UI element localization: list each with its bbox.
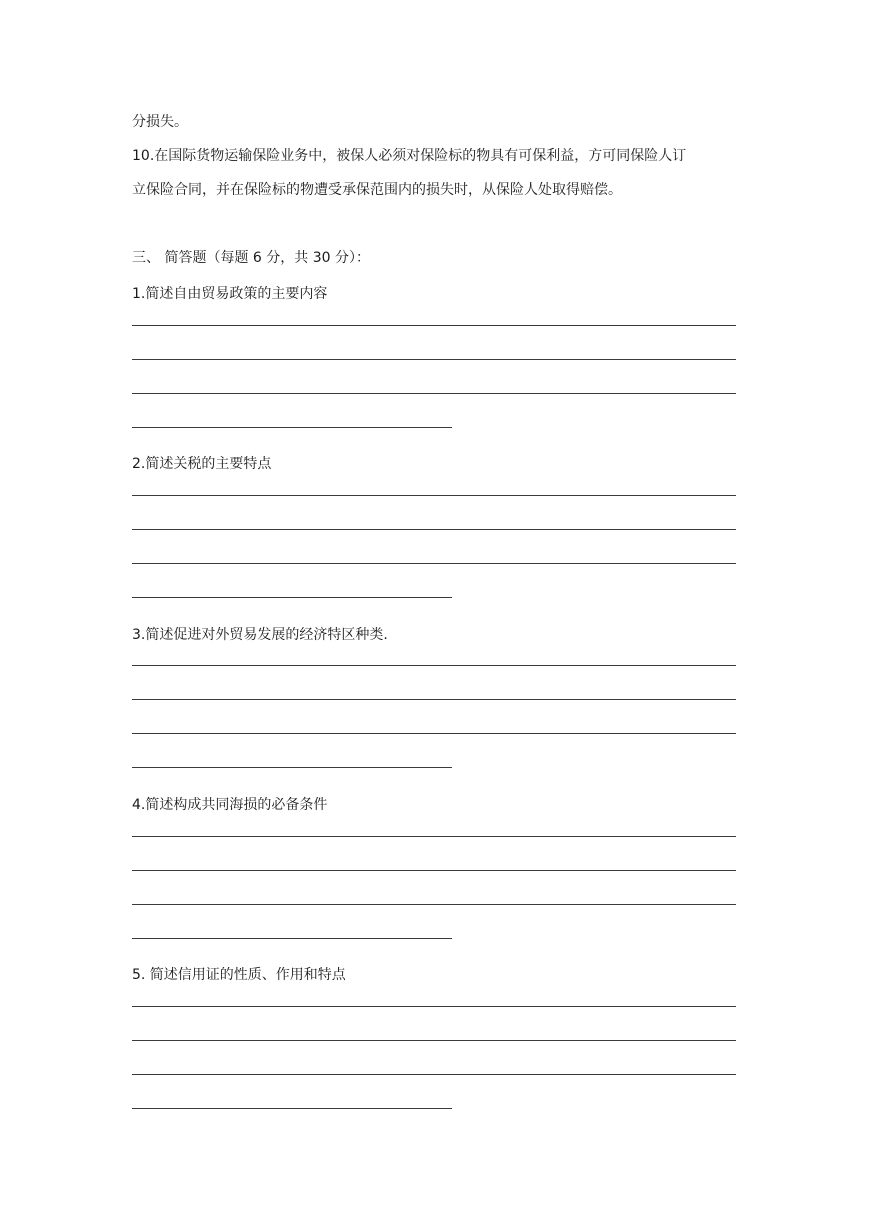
answer-line[interactable] [132,427,452,428]
answer-line[interactable] [132,393,736,394]
answer-line[interactable] [132,597,452,598]
question-prompt: 3.简述促进对外贸易发展的经济特区种类. [132,627,388,643]
answer-line[interactable] [132,767,452,768]
answer-line[interactable] [132,733,736,734]
item-10-line-1: 10.在国际货物运输保险业务中，被保人必须对保险标的物具有可保利益，方可同保险人订 [132,148,687,164]
answer-line[interactable] [132,1108,452,1109]
answer-line[interactable] [132,1006,736,1007]
answer-line[interactable] [132,870,736,871]
item-10-line-2: 立保险合同，并在保险标的物遭受承保范围内的损失时，从保险人处取得赔偿。 [132,182,622,198]
answer-line[interactable] [132,495,736,496]
question-prompt: 2.简述关税的主要特点 [132,456,272,472]
answer-line[interactable] [132,665,736,666]
answer-line[interactable] [132,1074,736,1075]
question-prompt: 5. 简述信用证的性质、作用和特点 [132,967,346,983]
answer-line[interactable] [132,904,736,905]
answer-line[interactable] [132,938,452,939]
question-prompt: 4.简述构成共同海损的必备条件 [132,797,328,813]
answer-line[interactable] [132,699,736,700]
section-heading: 三、 简答题（每题 6 分，共 30 分）： [132,250,370,266]
answer-line[interactable] [132,563,736,564]
question-prompt: 1.简述自由贸易政策的主要内容 [132,286,328,302]
answer-line[interactable] [132,359,736,360]
answer-line[interactable] [132,325,736,326]
continuation-tail: 分损失。 [132,114,188,130]
answer-line[interactable] [132,836,736,837]
answer-line[interactable] [132,529,736,530]
answer-line[interactable] [132,1040,736,1041]
